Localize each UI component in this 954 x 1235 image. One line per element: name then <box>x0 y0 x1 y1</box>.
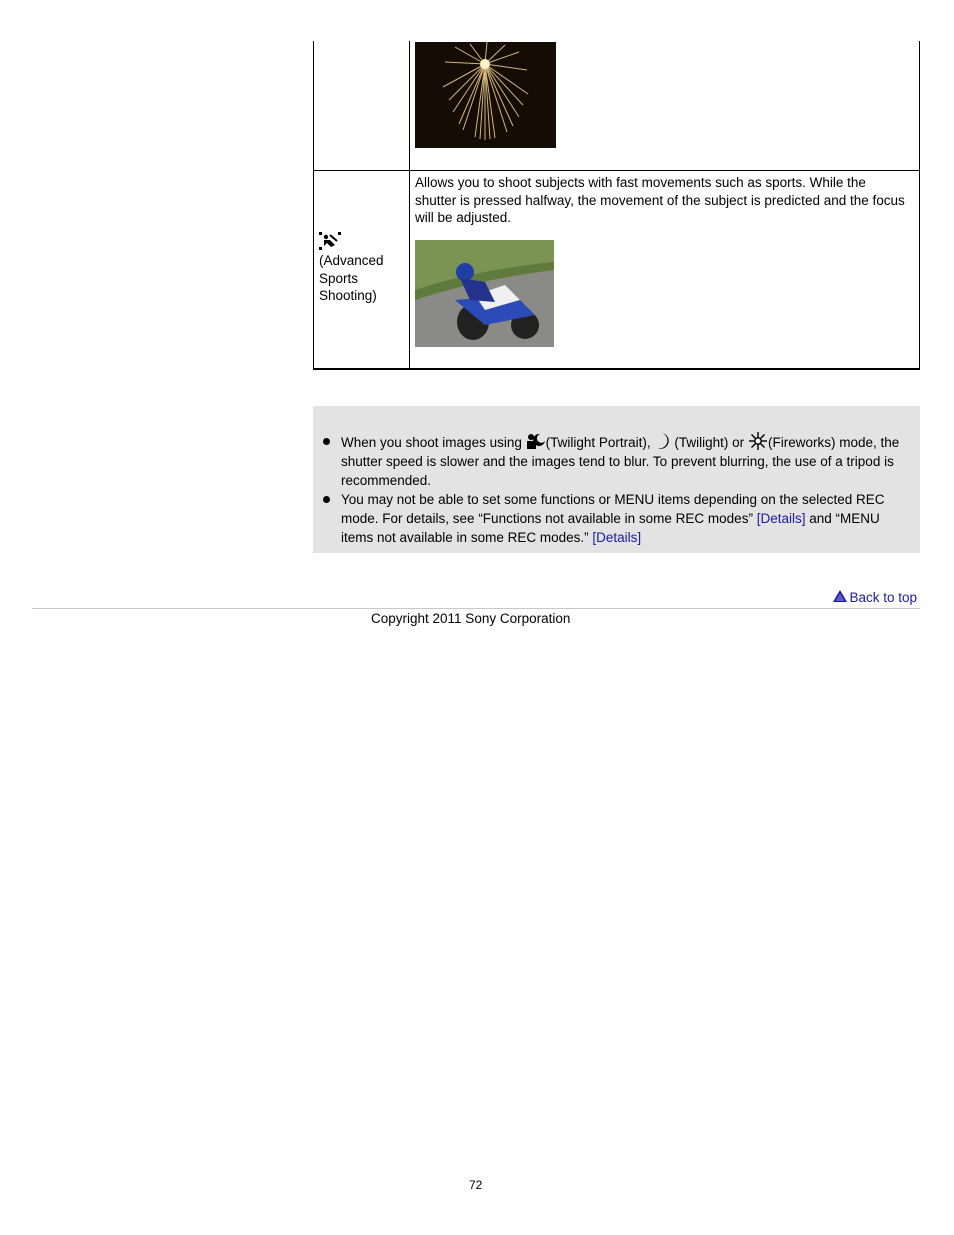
note-text: (Fireworks) mode, the shutter speed is slower and the images tend to blur. To prevent blurring, the use of a tripod is recommended. <box>341 435 900 488</box>
back-to-top-label: Back to top <box>849 590 917 605</box>
back-to-top-link[interactable] <box>833 590 917 605</box>
fireworks-icon <box>748 432 768 450</box>
copyright-text: Copyright 2011 Sony Corporation <box>371 611 571 626</box>
up-arrow-icon <box>833 590 847 605</box>
note-item <box>321 432 913 490</box>
details-link-functions[interactable]: [Details] <box>756 511 806 526</box>
advanced-sports-label: (Advanced Sports Shooting) <box>319 253 384 303</box>
note-text: and “MENU items not available in some REC modes.” <box>341 511 880 545</box>
details-link-menu[interactable]: [Details] <box>592 530 642 545</box>
note-list <box>321 432 913 547</box>
fireworks-sample-image <box>415 42 556 148</box>
advanced-sports-icon <box>319 232 341 250</box>
note-item <box>321 490 913 547</box>
row-divider <box>314 170 919 171</box>
note-text: When you shoot images using <box>341 435 522 450</box>
scene-mode-table <box>313 41 920 370</box>
note-text: You may not be able to set some functions or MENU items depending on the selected REC mode. For details, see “Functions not available in some REC modes” <box>341 492 885 526</box>
note-text: (Twilight Portrait), <box>545 435 651 450</box>
column-divider <box>409 41 410 368</box>
note-text: (Twilight) or <box>674 435 745 450</box>
motorcycle-sample-image <box>415 240 554 347</box>
note-box <box>313 406 920 553</box>
advanced-sports-description: Allows you to shoot subjects with fast movements such as sports. While the shutter is pressed halfway, the movement of the subject is predicted and the focus will be adjusted. <box>415 175 905 225</box>
advanced-sports-mode-cell <box>319 232 404 305</box>
page-number: 72 <box>469 1178 483 1192</box>
twilight-icon <box>654 432 674 450</box>
twilight-portrait-icon <box>526 432 546 450</box>
footer-divider <box>32 608 920 609</box>
